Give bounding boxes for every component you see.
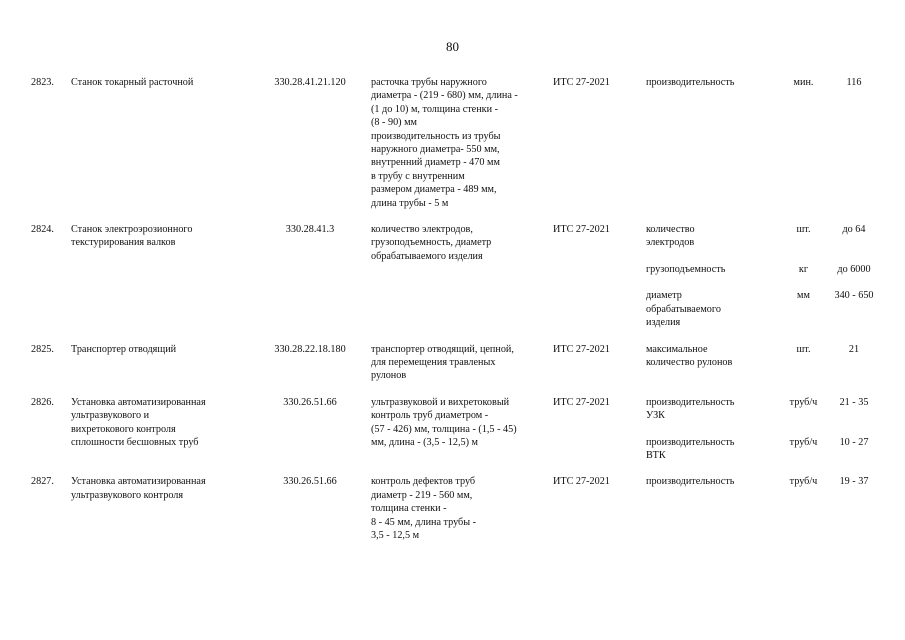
equipment-name-text: Станок электроэрозионного текстурирования валков xyxy=(71,224,193,249)
equipment-name xyxy=(71,396,249,463)
spacer-cell xyxy=(31,462,877,475)
table-row xyxy=(31,223,877,250)
equipment-description xyxy=(371,475,553,542)
parameter-value xyxy=(831,396,877,423)
parameter-unit-text: мин. xyxy=(793,77,814,88)
entry-number-text: 2827. xyxy=(31,476,54,488)
equipment-name-text: Установка автоматизированная ультразвукового контроля xyxy=(71,476,206,501)
spacer-cell xyxy=(646,250,877,263)
okpd-code xyxy=(249,396,371,463)
its-reference xyxy=(553,343,646,383)
parameter-value xyxy=(831,76,877,210)
parameter-unit xyxy=(776,436,831,463)
parameter-value-text: 21 xyxy=(848,343,860,355)
equipment-description xyxy=(371,223,553,329)
its-reference-text: ИТС 27-2021 xyxy=(553,396,610,408)
parameter-name xyxy=(646,436,776,463)
okpd-code-text: 330.26.51.66 xyxy=(283,476,337,488)
its-reference xyxy=(553,396,646,463)
parameter-value xyxy=(831,263,877,276)
its-reference-text: ИТС 27-2021 xyxy=(553,77,610,88)
parameter-value-text: 116 xyxy=(846,77,862,88)
spacer-cell xyxy=(646,423,877,436)
parameter-name-text: производительность УЗК xyxy=(646,396,735,422)
okpd-code-text: 330.28.41.21.120 xyxy=(274,77,346,88)
okpd-code-text: 330.26.51.66 xyxy=(283,396,337,408)
entry-spacer xyxy=(31,462,877,475)
entry-number xyxy=(31,76,71,210)
entry-number xyxy=(31,396,71,463)
equipment-description-text: транспортер отводящий, цепной, для перемещения травленых рулонов xyxy=(371,343,514,382)
spacer-cell xyxy=(31,330,877,343)
entry-number-text: 2824. xyxy=(31,224,54,236)
parameter-name-text: производительность xyxy=(646,476,735,488)
parameter-unit xyxy=(776,343,831,383)
parameter-unit-text: труб/ч xyxy=(789,396,818,408)
parameter-value-text: 10 - 27 xyxy=(839,436,869,448)
parameter-value xyxy=(831,343,877,383)
parameter-name-text: производительность ВТК xyxy=(646,436,735,461)
entry-number-text: 2825. xyxy=(31,343,54,355)
spacer-cell xyxy=(646,276,877,289)
entry-number-text: 2826. xyxy=(31,396,54,408)
parameter-name-text: диаметр обрабатываемого изделия xyxy=(646,290,721,329)
parameter-name-text: грузоподъемность xyxy=(646,263,726,275)
entry-number xyxy=(31,343,71,383)
parameter-name-text: производительность xyxy=(646,77,735,88)
parameter-value xyxy=(831,475,877,542)
parameter-value-text: 19 - 37 xyxy=(839,476,869,488)
spacer-cell xyxy=(31,383,877,396)
parameter-unit-text: шт. xyxy=(796,224,811,236)
equipment-table xyxy=(31,76,877,542)
entry-spacer xyxy=(31,210,877,223)
entry-spacer xyxy=(31,383,877,396)
table-row xyxy=(31,396,877,423)
parameter-unit xyxy=(776,396,831,423)
parameter-name xyxy=(646,396,776,423)
table-row xyxy=(31,343,877,383)
equipment-name xyxy=(71,76,249,210)
equipment-description xyxy=(371,343,553,383)
okpd-code-text: 330.28.22.18.180 xyxy=(274,343,346,355)
equipment-description-text: ультразвуковой и вихретоковый контроль труб диаметром - (57 - 426) мм, толщина - (1,5 - 45) мм, длина - (3,5 - 12,5) м xyxy=(371,396,517,448)
entry-spacer xyxy=(31,330,877,343)
parameter-value-text: до 64 xyxy=(842,224,866,236)
equipment-description-text: количество электродов, грузоподъемность, диаметр обрабатываемого изделия xyxy=(371,224,492,262)
page-number: 80 xyxy=(446,39,459,54)
table-row xyxy=(31,76,877,210)
parameter-unit xyxy=(776,289,831,329)
equipment-name-text: Транспортер отводящий xyxy=(71,343,177,355)
okpd-code xyxy=(249,475,371,542)
parameter-name xyxy=(646,289,776,329)
table-row xyxy=(31,475,877,542)
parameter-value-text: 340 - 650 xyxy=(834,290,874,302)
its-reference xyxy=(553,76,646,210)
entry-number xyxy=(31,475,71,542)
its-reference-text: ИТС 27-2021 xyxy=(553,476,610,488)
parameter-unit-text: шт. xyxy=(796,343,811,355)
parameter-value xyxy=(831,289,877,329)
okpd-code xyxy=(249,343,371,383)
parameter-value-text: 21 - 35 xyxy=(839,396,869,408)
its-reference-text: ИТС 27-2021 xyxy=(553,343,610,355)
its-reference xyxy=(553,475,646,542)
parameter-unit-text: труб/ч xyxy=(789,436,818,448)
parameter-unit-text: кг xyxy=(798,263,809,275)
equipment-description xyxy=(371,76,553,210)
equipment-name xyxy=(71,223,249,329)
parameter-unit-text: труб/ч xyxy=(789,476,818,488)
its-reference xyxy=(553,223,646,329)
parameter-name xyxy=(646,263,776,276)
okpd-code xyxy=(249,223,371,329)
okpd-code xyxy=(249,76,371,210)
parameter-name xyxy=(646,343,776,383)
its-reference-text: ИТС 27-2021 xyxy=(553,224,610,236)
equipment-name xyxy=(71,475,249,542)
parameter-value-text: до 6000 xyxy=(837,263,871,275)
equipment-description-text: расточка трубы наружного диаметра - (219 - 680) мм, длина - (1 до 10) м, толщина стенки - (8 - 90) мм производительность из трубы наружного диаметра- 550 мм, внутренний диаметр - 470 мм в трубу с внутренним размером диаметра - 489 мм, длина трубы - 5 м xyxy=(371,77,518,209)
parameter-value xyxy=(831,436,877,463)
equipment-description-text: контроль дефектов труб диаметр - 219 - 560 мм, толщина стенки - 8 - 45 мм, длина трубы - 3,5 - 12,5 м xyxy=(371,476,477,541)
parameter-name xyxy=(646,475,776,542)
parameter-name xyxy=(646,223,776,250)
parameter-unit xyxy=(776,263,831,276)
equipment-name-text: Установка автоматизированная ультразвукового и вихретокового контроля сплошности бесшовных труб xyxy=(71,396,206,448)
parameter-name-text: количество электродов xyxy=(646,224,695,249)
equipment-name xyxy=(71,343,249,383)
parameter-value xyxy=(831,223,877,250)
parameter-unit xyxy=(776,475,831,542)
entry-number-text: 2823. xyxy=(31,77,54,88)
parameter-name-text: максимальное количество рулонов xyxy=(646,343,733,368)
entry-number xyxy=(31,223,71,329)
okpd-code-text: 330.28.41.3 xyxy=(285,224,335,236)
parameter-name xyxy=(646,76,776,210)
equipment-name-text: Станок токарный расточной xyxy=(71,77,194,88)
equipment-description xyxy=(371,396,553,463)
spacer-cell xyxy=(31,210,877,223)
parameter-unit-text: мм xyxy=(797,290,810,302)
parameter-unit xyxy=(776,76,831,210)
parameter-unit xyxy=(776,223,831,250)
